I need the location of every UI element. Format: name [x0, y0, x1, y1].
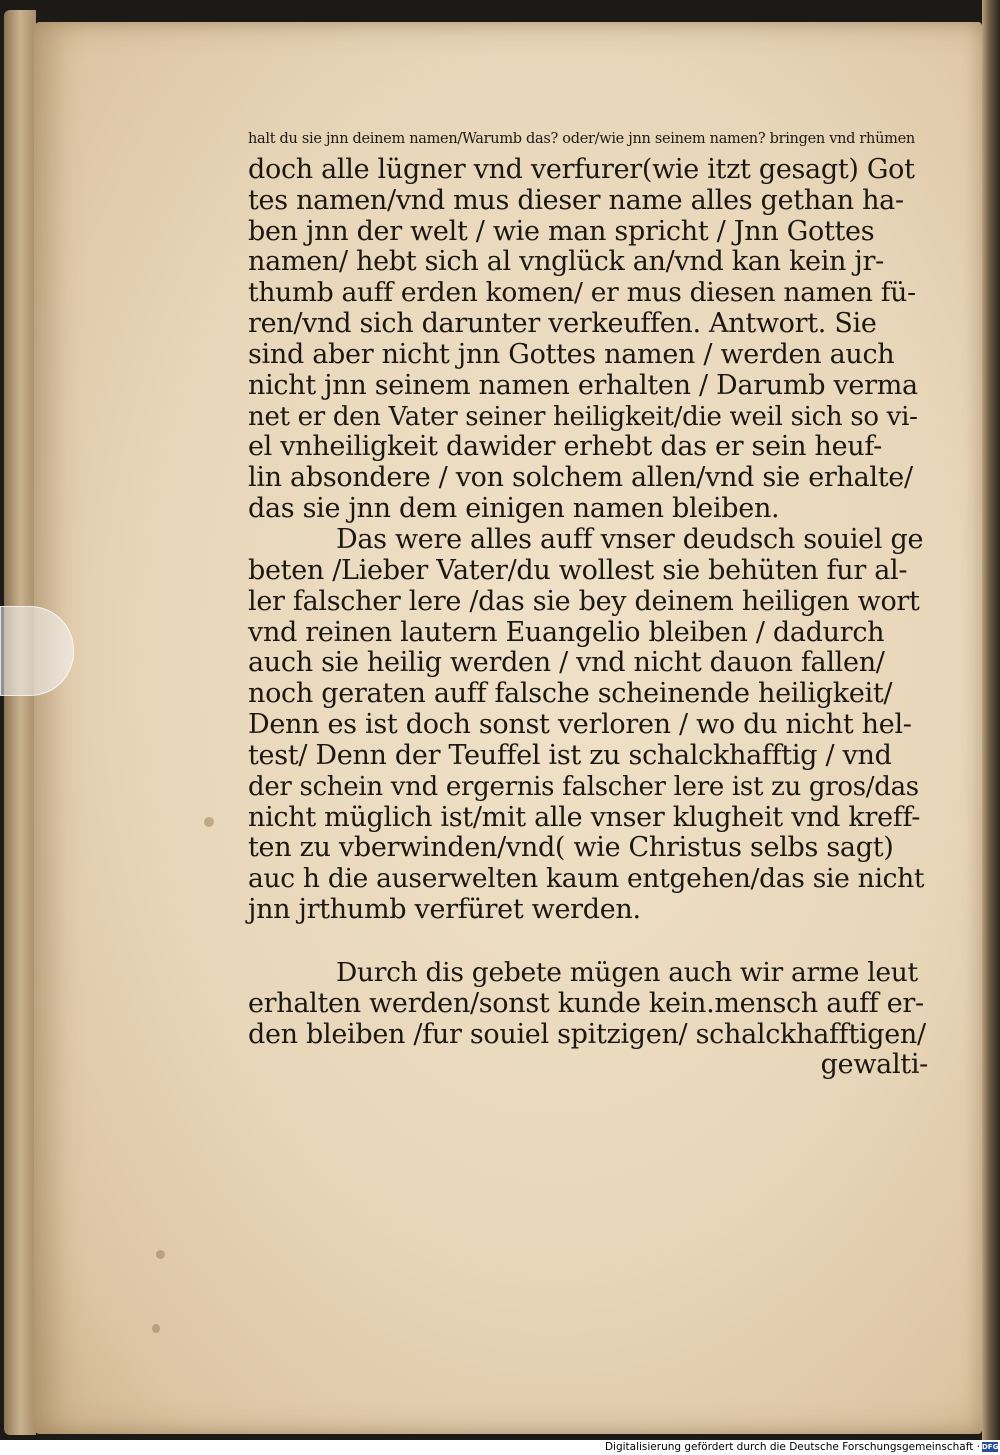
paper-spot [156, 1250, 165, 1259]
text-line: sind aber nicht jnn Gottes namen / werden auch [248, 338, 895, 370]
text-line: noch geraten auff falsche scheinende heiligkeit/ [248, 678, 893, 710]
paragraph-gap [248, 926, 928, 958]
page-stack-edge [4, 10, 36, 1435]
text-line: Durch dis gebete mügen auch wir arme leut [336, 956, 918, 988]
text-line: net er den Vater seiner heiligkeit/die weil sich so vi- [248, 401, 918, 432]
text-line: doch alle lügner vnd verfurer(wie itzt gesagt) Got [248, 153, 915, 185]
catchword: gewalti- [820, 1049, 928, 1081]
footer-bar [0, 1440, 1000, 1455]
binding-edge [982, 0, 1000, 1440]
text-line: tes namen/vnd mus dieser name alles gethan ha- [248, 184, 904, 216]
text-line: auc h die auserwelten kaum entgehen/das sie nicht [248, 863, 925, 895]
text-line: ten zu vberwinden/vnd( wie Christus selbs sagt) [248, 832, 894, 864]
text-line: el vnheiligkeit dawider erhebt das er sein heuf- [248, 431, 882, 463]
page-text [248, 124, 928, 1081]
text-line: lin absondere / von solchem allen/vnd sie erhalte/ [248, 462, 913, 494]
text-line: der schein vnd ergernis falscher lere ist zu gros/das [248, 771, 919, 802]
text-line: nicht müglich ist/mit alle vnser klugheit vnd kreff- [248, 801, 921, 833]
text-line: jnn jrthumb verfüret werden. [248, 894, 641, 926]
text-line: beten /Lieber Vater/du wollest sie behüten fur al- [248, 554, 908, 586]
text-line: Das were alles auff vnser deudsch souiel ge [336, 523, 924, 555]
text-line: halt du sie jnn deinem namen/Warumb das? oder/wie jnn seinem namen? bringen vnd rhümen [248, 131, 915, 147]
text-line: ben jnn der welt / wie man spricht / Jnn Gottes [248, 215, 875, 247]
paper-spot [152, 1324, 160, 1333]
footer-credit: Digitalisierung gefördert durch die Deutsche Forschungsgemeinschaft · [604, 1441, 980, 1453]
text-line: nicht jnn seinem namen erhalten / Darumb verma [248, 369, 918, 401]
text-line: das sie jnn dem einigen namen bleiben. [248, 493, 780, 525]
text-line: ren/vnd sich darunter verkeuffen. Antwort. Sie [248, 308, 877, 340]
text-line: test/ Denn der Teuffel ist zu schalckhafftig / vnd [248, 739, 892, 771]
text-line: den bleiben /fur souiel spitzigen/ schalckhafftigen/ [248, 1018, 926, 1050]
dfg-logo: DFG [982, 1443, 999, 1451]
paper-spot [204, 817, 214, 827]
text-line: ler falscher lere /das sie bey deinem heiligen wort [248, 585, 920, 617]
text-line: auch sie heilig werden / vnd nicht dauon fallen/ [248, 647, 885, 679]
text-line: vnd reinen lautern Euangelio bleiben / dadurch [248, 616, 885, 648]
text-line: erhalten werden/sonst kunde kein.mensch auff er- [248, 987, 924, 1019]
text-line: namen/ hebt sich al vnglück an/vnd kan kein jr- [248, 246, 884, 278]
text-line: Denn es ist doch sonst verloren / wo du nicht hel- [248, 709, 912, 741]
text-line: thumb auff erden komen/ er mus diesen namen fü- [248, 277, 916, 309]
